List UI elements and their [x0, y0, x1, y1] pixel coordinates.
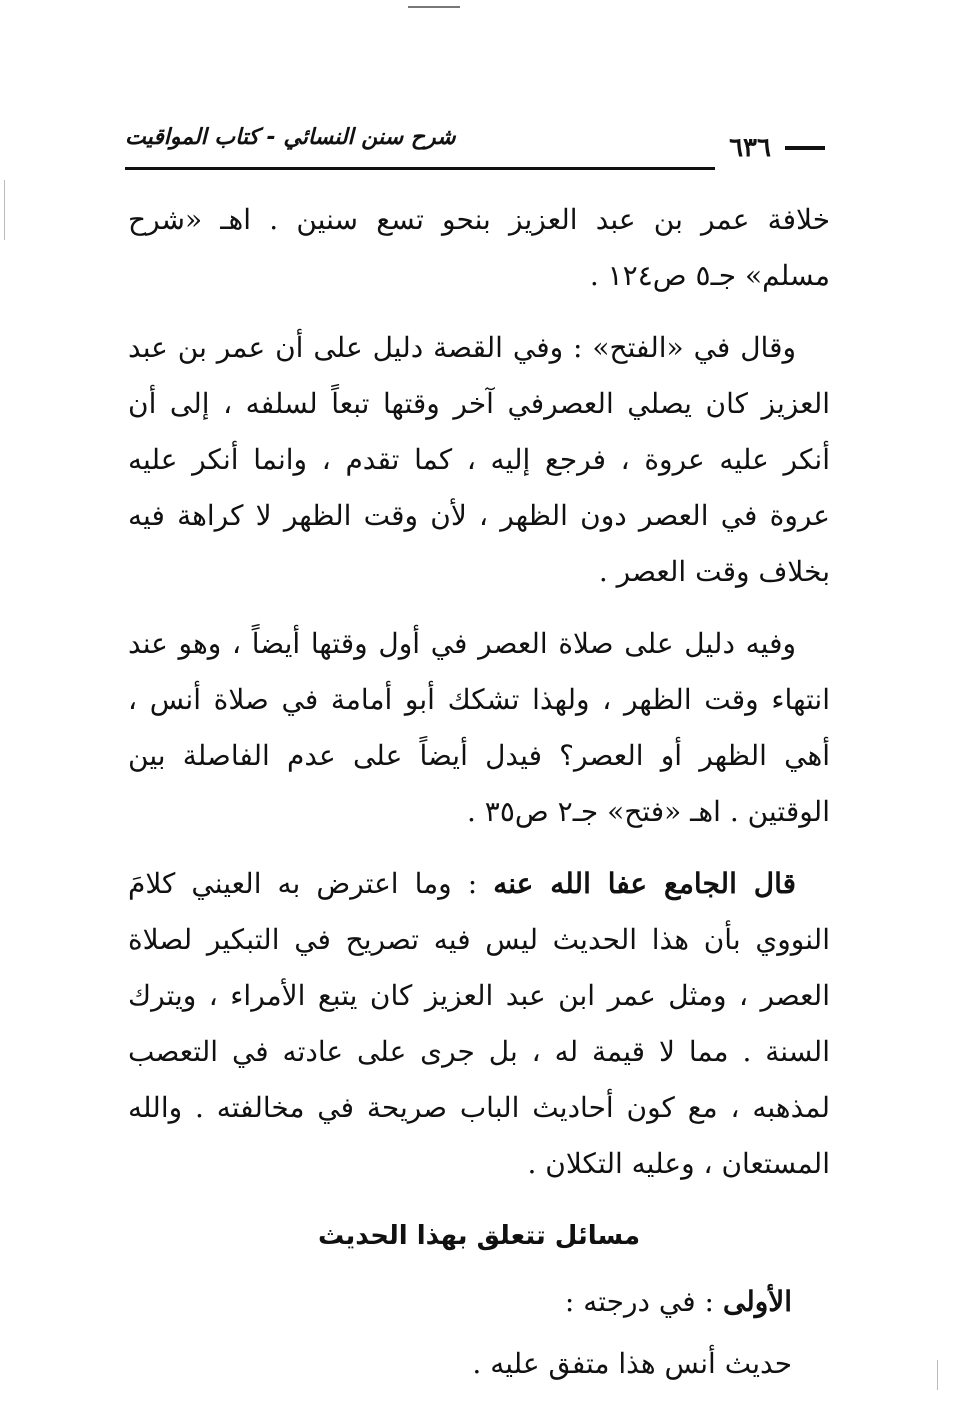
paragraph-3	[128, 616, 830, 840]
page-header	[125, 125, 835, 175]
paragraph-text: وقال في «الفتح» : وفي القصة دليل على أن عمر بن عبد العزيز كان يصلي العصرفي آخر وقتها تبعاً لسلفه ، إلى أن أنكر عليه عروة ، فرجع إليه ، كما تقدم ، وانما أنكر عليه عروة في العصر دون الظهر ، لأن وقت الظهر لا كراهة فيه بخلاف وقت العصر .	[128, 331, 830, 588]
page-number-dash	[785, 146, 825, 150]
page-body	[128, 192, 830, 1398]
running-title: شرح سنن النسائي - كتاب المواقيت	[125, 125, 456, 150]
paragraph-text: وفيه دليل على صلاة العصر في أول وقتها أيضاً ، وهو عند انتهاء وقت الظهر ، ولهذا تشكك أبو أمامة في صلاة أنس ، أهي الظهر أو العصر؟ فيدل أيضاً على عدم الفاصلة بين الوقتين . اهـ «فتح» جـ٢ ص٣٥ .	[128, 627, 831, 828]
scan-edge-mark	[4, 180, 5, 240]
paragraph-4	[128, 856, 830, 1192]
page-number-group	[729, 133, 825, 163]
paragraph-1	[128, 192, 830, 304]
header-rule	[125, 167, 715, 170]
paragraph-2	[128, 320, 830, 600]
section-heading: مسائل تتعلق بهذا الحديث	[317, 1221, 641, 1251]
first-issue-text: : في درجته :	[564, 1285, 714, 1318]
paragraph-text: : وما اعترض به العيني كلامَ النووي بأن هذا الحديث ليس فيه تصريح في التبكير لصلاة العصر ، ومثل عمر ابن عبد العزيز كان يتبع الأمراء ، ويترك السنة . مما لا قيمة له ، بل جرى على عادته في التعصب لمذهبه ، مع كون أحاديث الباب صريحة في مخالفته . والله المستعان ، وعليه التكلان .	[128, 867, 830, 1180]
scan-edge-mark-right	[937, 1360, 938, 1390]
first-issue-body-text: حديث أنس هذا متفق عليه .	[472, 1347, 792, 1380]
first-issue-body	[128, 1336, 830, 1392]
first-issue-line	[128, 1274, 830, 1330]
paragraph-text: خلافة عمر بن عبد العزيز بنحو تسع سنين . اهـ «شرح مسلم» جـ٥ ص١٢٤ .	[128, 203, 830, 292]
first-issue-label: الأولى	[722, 1285, 792, 1318]
scan-mark	[408, 6, 460, 8]
paragraph-bold-lead: قال الجامع عفا الله عنه	[493, 867, 796, 900]
page-number: ٦٣٦	[729, 133, 771, 163]
